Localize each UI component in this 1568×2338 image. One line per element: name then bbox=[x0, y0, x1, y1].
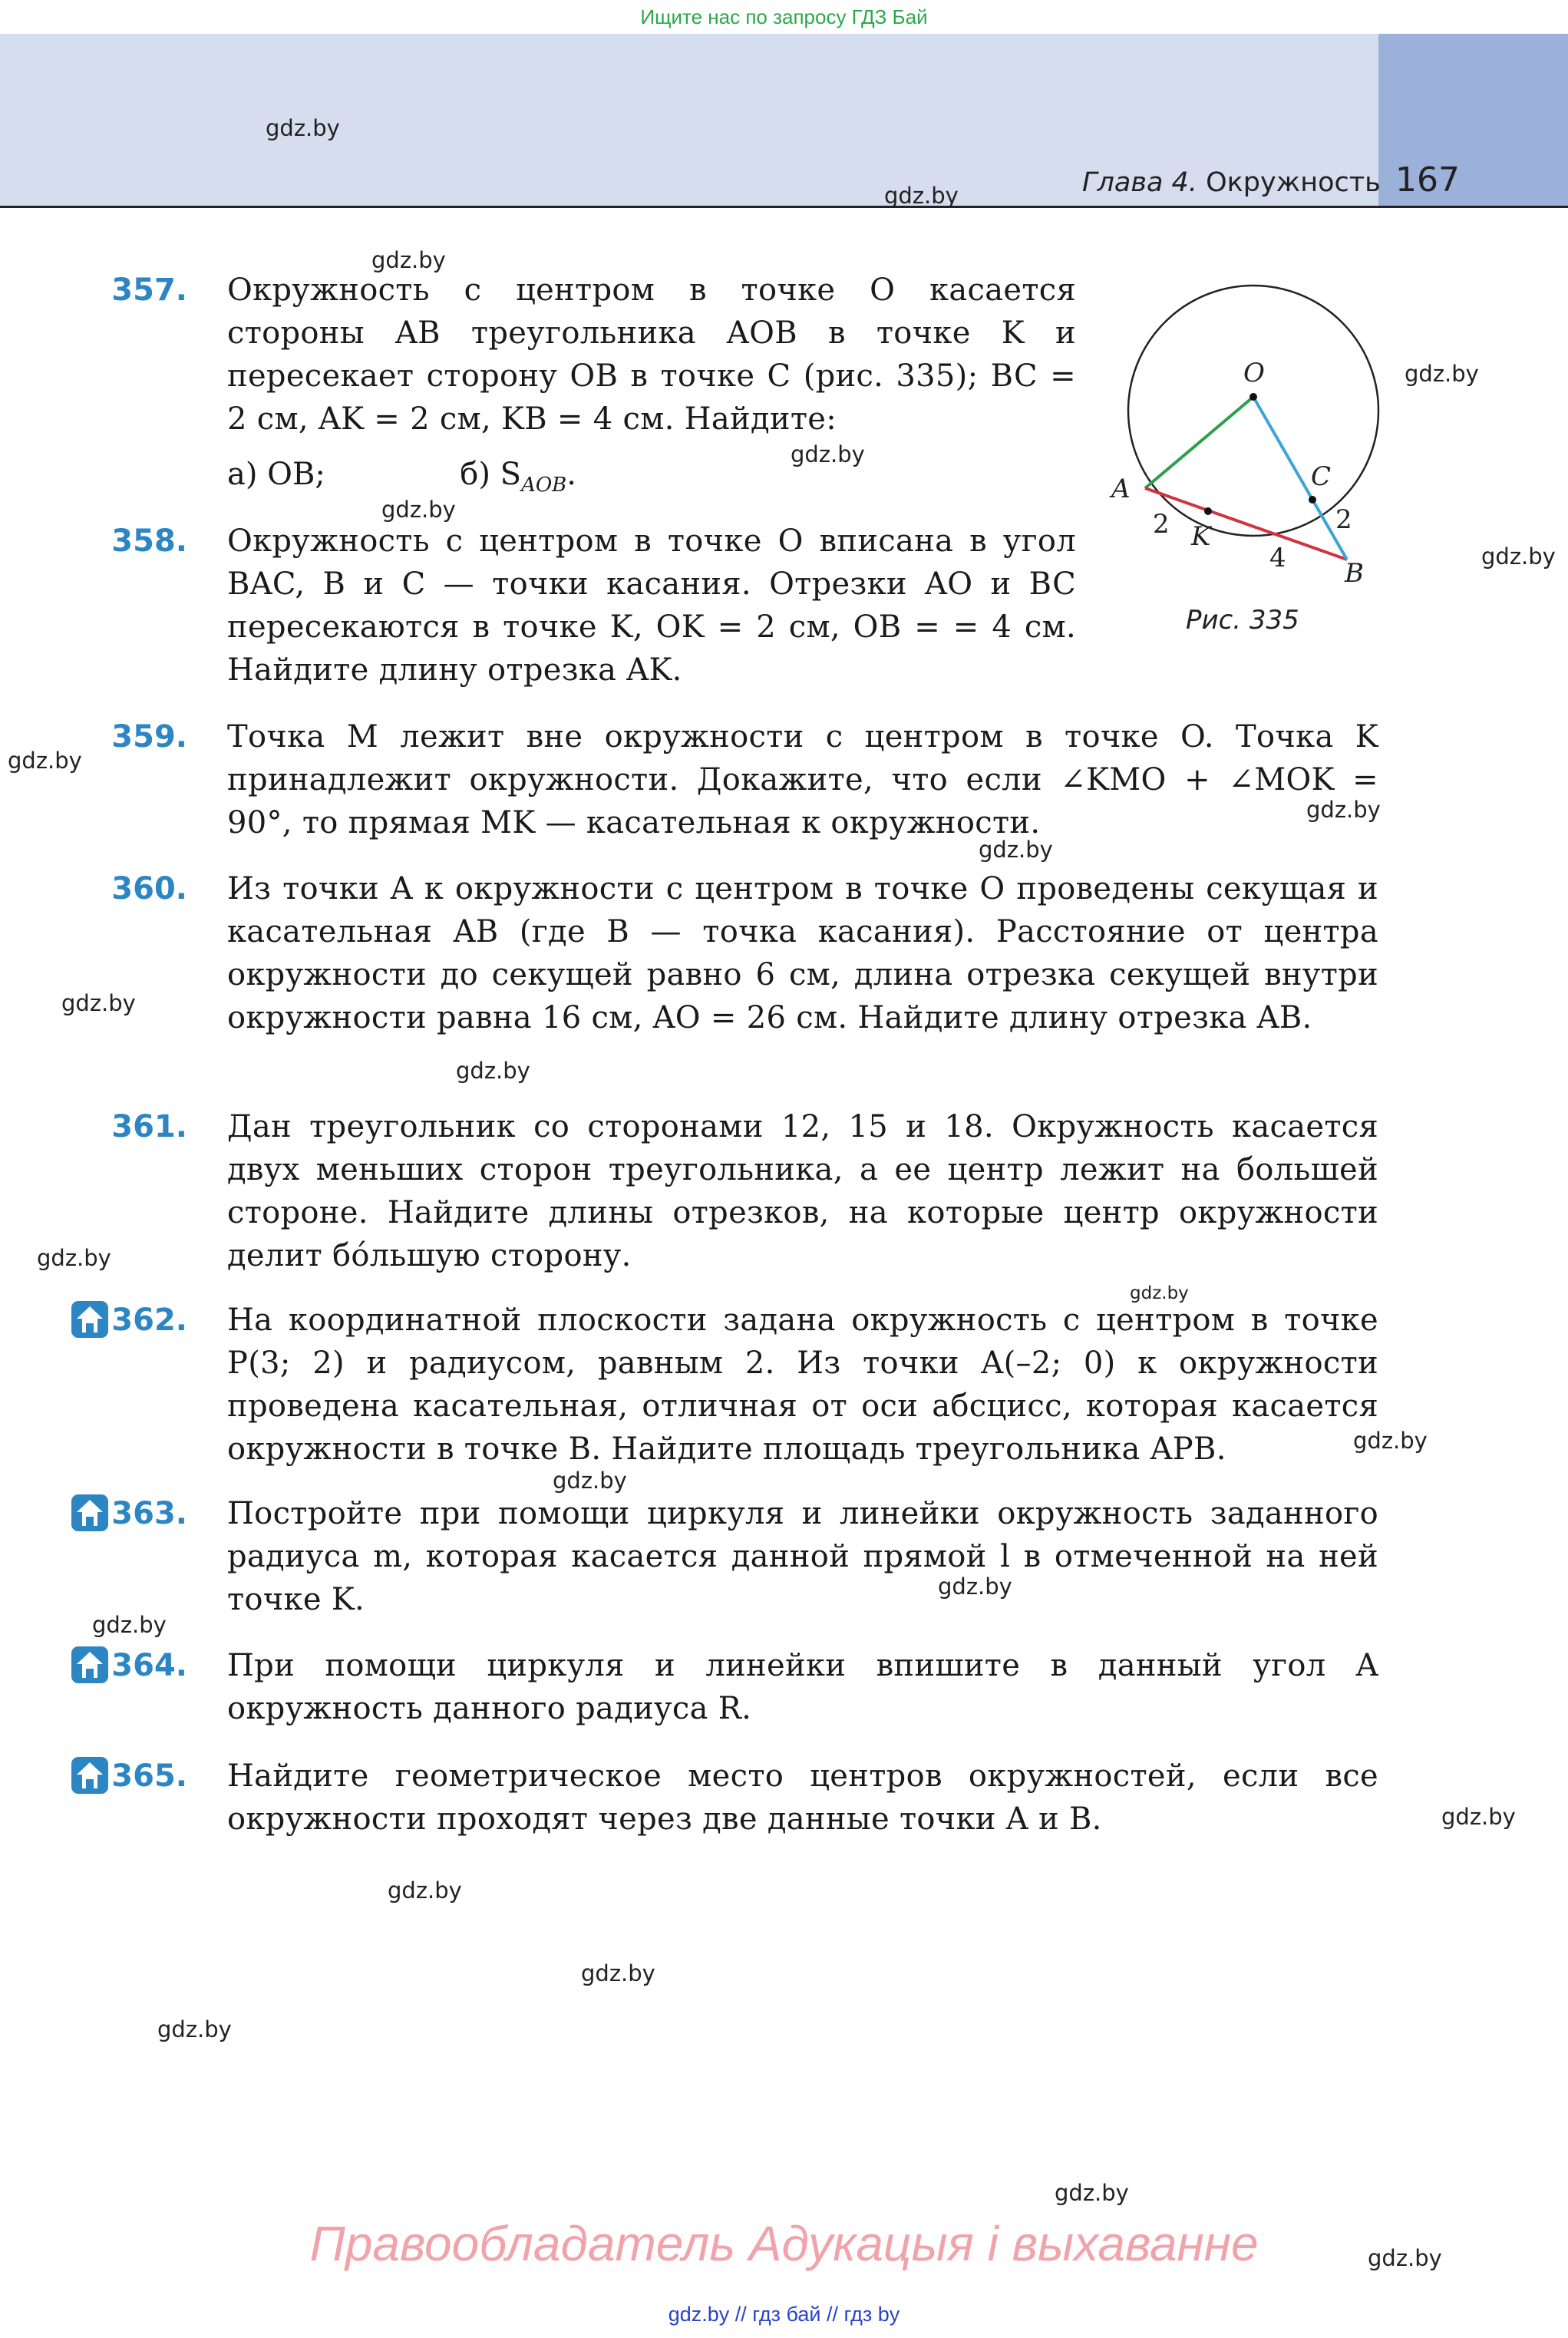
problem-text-362: На координатной плоскости задана окружность с центром в точке P(3; 2) и радиусом, равным 2. Из точки A(–2; 0) к окружности проведена касательная, отличная от оси абсцисс, которая касается окружности в точке B. Найдите площадь треугольника APB. bbox=[227, 1303, 1378, 1467]
problem-number-362: 362. bbox=[111, 1303, 187, 1338]
figure-circle bbox=[1128, 286, 1378, 536]
label-ak-length: 2 bbox=[1153, 509, 1170, 540]
label-cb-length: 2 bbox=[1335, 504, 1352, 535]
chapter-title: Окружность bbox=[1206, 167, 1381, 198]
watermark: gdz.by bbox=[1306, 797, 1381, 823]
watermark: gdz.by bbox=[581, 1960, 655, 1986]
problem-number-358: 358. bbox=[111, 523, 187, 559]
segment-ab bbox=[1145, 488, 1347, 560]
figure-caption: Рис. 335 bbox=[1186, 605, 1299, 636]
problem-number-360: 360. bbox=[111, 871, 187, 906]
watermark: gdz.by bbox=[1055, 2180, 1129, 2206]
copyright-notice: Правообладатель Адукацыя і выхаванне bbox=[309, 2216, 1259, 2271]
label-c: C bbox=[1311, 461, 1332, 492]
problem-text-358: Окружность с центром в точке O вписана в угол BAC, B и C — точки касания. Отрезки AO и BC пересекаются в точке K, OK = 2 см, OB = = 4 см. Найдите длину отрезка AK. bbox=[227, 523, 1076, 688]
problem-357-answers bbox=[227, 453, 576, 507]
watermark: gdz.by bbox=[938, 1574, 1012, 1600]
answer-b: б) S bbox=[460, 457, 522, 492]
answer-a: а) OB; bbox=[227, 457, 325, 492]
problem-number-357: 357. bbox=[111, 272, 187, 308]
label-b: B bbox=[1345, 558, 1364, 589]
footer-links[interactable]: gdz.by // гдз бай // гдз by bbox=[668, 2303, 900, 2326]
watermark: gdz.by bbox=[1353, 1428, 1428, 1454]
watermark: gdz.by bbox=[1130, 1283, 1189, 1303]
point-c bbox=[1309, 496, 1316, 504]
page-number: 167 bbox=[1395, 160, 1460, 200]
segment-ao bbox=[1145, 397, 1253, 488]
watermark: gdz.by bbox=[92, 1612, 167, 1638]
watermark: gdz.by bbox=[979, 837, 1053, 863]
watermark: gdz.by bbox=[371, 247, 446, 273]
watermark: gdz.by bbox=[1368, 2245, 1442, 2271]
watermark: gdz.by bbox=[1441, 1804, 1516, 1830]
problem-number-364: 364. bbox=[111, 1648, 187, 1683]
watermark: gdz.by bbox=[456, 1058, 530, 1084]
problem-number-361: 361. bbox=[111, 1109, 187, 1144]
watermark: gdz.by bbox=[381, 497, 456, 523]
watermark: gdz.by bbox=[1405, 361, 1479, 387]
chapter-prefix: Глава 4. bbox=[1082, 167, 1197, 198]
watermark: gdz.by bbox=[61, 990, 136, 1016]
watermark: gdz.by bbox=[1481, 543, 1556, 570]
problem-number-365: 365. bbox=[111, 1758, 187, 1794]
problem-text-357: Окружность с центром в точке O касается стороны AB треугольника AOB в точке K и пересекает сторону OB в точке C (рис. 335); BC = 2 см, AK = 2 см, KB = 4 см. Найдите: bbox=[227, 272, 1076, 437]
watermark: gdz.by bbox=[266, 115, 340, 141]
problem-text-363: Постройте при помощи циркуля и линейки окружность заданного радиуса m, которая касается данной прямой l в отмеченной на ней точке K. bbox=[227, 1496, 1378, 1617]
problem-text-364: При помощи циркуля и линейки впишите в данный угол A окружность данного радиуса R. bbox=[227, 1648, 1378, 1726]
answer-b-subscript: AOB bbox=[521, 474, 567, 497]
watermark: gdz.by bbox=[791, 441, 865, 467]
label-kb-length: 4 bbox=[1269, 543, 1286, 573]
watermark: gdz.by bbox=[884, 183, 959, 209]
watermark: gdz.by bbox=[37, 1245, 111, 1271]
point-k bbox=[1204, 507, 1212, 515]
watermark: gdz.by bbox=[553, 1468, 627, 1494]
label-a: A bbox=[1111, 474, 1131, 504]
problem-text-365: Найдите геометрическое место центров окружностей, если все окружности проходят через две данные точки A и B. bbox=[227, 1758, 1378, 1837]
watermark: gdz.by bbox=[388, 1877, 462, 1904]
answer-b-end: . bbox=[566, 457, 577, 492]
figure-335 bbox=[1090, 253, 1412, 606]
problem-text-359: Точка M лежит вне окружности с центром в точке O. Точка K принадлежит окружности. Докажите, что если ∠KMO + ∠MOK = 90°, то прямая MK — касательная к окружности. bbox=[227, 719, 1378, 840]
label-k: K bbox=[1191, 521, 1211, 552]
watermark: gdz.by bbox=[8, 748, 82, 774]
chapter-heading bbox=[1082, 163, 1381, 202]
problem-number-363: 363. bbox=[111, 1496, 187, 1531]
header-rule bbox=[0, 206, 1568, 208]
problem-number-359: 359. bbox=[111, 719, 187, 755]
problem-text-361: Дан треугольник со сторонами 12, 15 и 18. Окружность касается двух меньших сторон треугольника, а ее центр лежит на большей стороне. Найдите длины отрезков, на которые центр окружности делит бо́льшую сторону. bbox=[227, 1109, 1378, 1273]
label-o: O bbox=[1243, 358, 1265, 388]
point-o bbox=[1249, 393, 1257, 401]
problem-text-360: Из точки A к окружности с центром в точке O проведены секущая и касательная AB (где B — точка касания). Расстояние от центра окружности до секущей равно 6 см, длина отрезка секущей внутри окружности равна 16 см, AO = 26 см. Найдите длину отрезка AB. bbox=[227, 871, 1378, 1035]
top-banner[interactable]: Ищите нас по запросу ГДЗ Бай bbox=[640, 5, 928, 28]
watermark: gdz.by bbox=[157, 2016, 232, 2042]
